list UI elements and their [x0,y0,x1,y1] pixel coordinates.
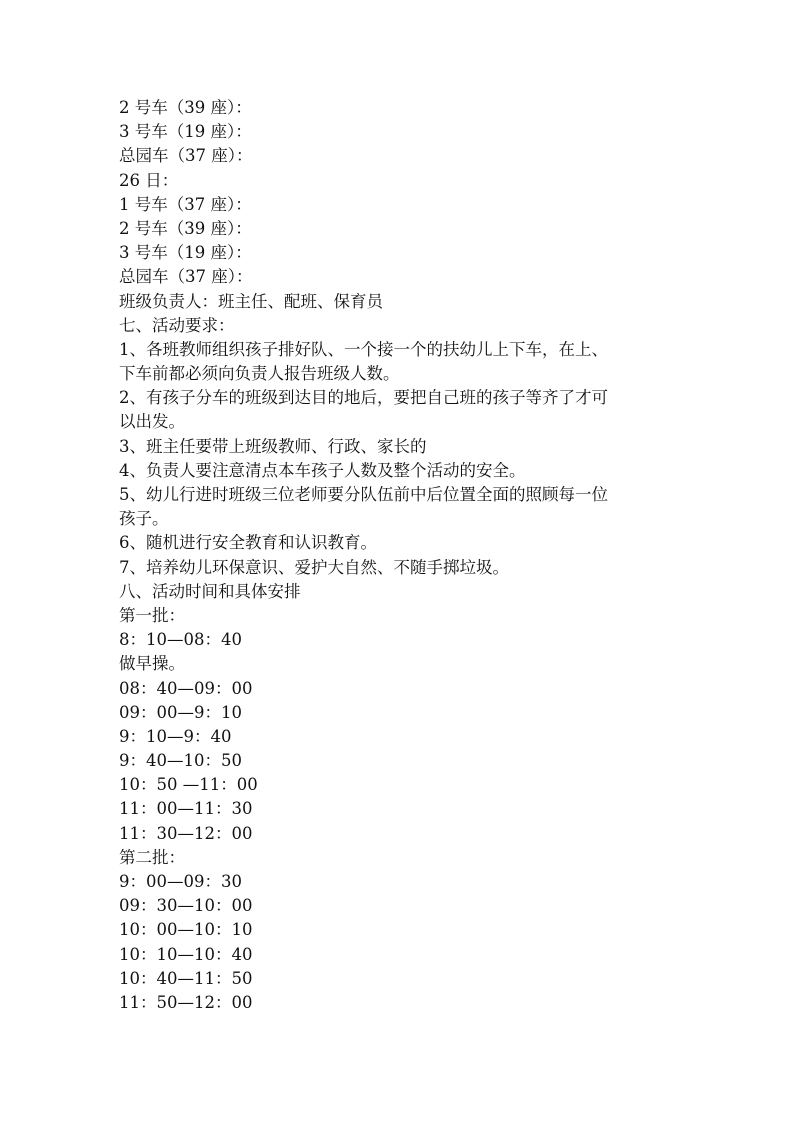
text-line: 第二批： [119,847,185,867]
text-line: 11：30—12：00 [119,823,253,843]
text-line: 10：40—11：50 [119,968,253,988]
text-line: 11：50—12：00 [119,992,253,1012]
text-line: 2、有孩子分车的班级到达目的地后，要把自己班的孩子等齐了才可 [119,388,608,408]
text-line: 9：00—09：30 [119,872,242,891]
text-line: 09：00—9：10 [119,702,242,722]
text-line: 以出发。 [119,412,185,432]
text-line: 3 号车（19 座）： [119,122,252,142]
text-line: 3、班主任要带上班级教师、行政、家长的 [119,436,427,456]
text-line: 10：50 —11：00 [119,775,258,795]
text-line: 2 号车（39 座）： [119,218,252,238]
section-heading: 七、活动要求： [119,315,235,335]
text-line: 总园车（37 座）： [119,267,253,287]
text-line: 孩子。 [119,509,169,529]
text-line: 总园车（37 座）： [119,146,253,166]
text-line: 班级负责人：班主任、配班、保育员 [119,291,383,311]
text-line: 5、幼儿行进时班级三位老师要分队伍前中后位置全面的照顾每一位 [119,485,608,504]
text-line: 4、负责人要注意清点本车孩子人数及整个活动的安全。 [119,460,526,480]
text-line: 7、培养幼儿环保意识、爱护大自然、不随手掷垃圾。 [119,557,509,577]
text-line: 3 号车（19 座）： [119,243,252,263]
text-line: 09：30—10：00 [119,896,253,916]
text-line: 6、随机进行安全教育和认识教育。 [119,533,377,553]
document-body [119,96,689,1015]
text-line: 做早操。 [119,654,185,674]
text-line: 9：10—9：40 [119,726,232,746]
text-line: 9：40—10：50 [119,751,242,771]
section-heading: 八、活动时间和具体安排 [119,581,301,601]
text-line: 1、各班教师组织孩子排好队、一个接一个的扶幼儿上下车，在上、 [119,339,608,359]
text-line: 下车前都必须向负责人报告班级人数。 [119,364,400,384]
text-line: 第一批： [119,605,185,625]
text-line: 08：40—09：00 [119,678,253,698]
text-line: 26 日： [119,170,179,190]
text-line: 8：10—08：40 [119,630,242,650]
text-line: 11：00—11：30 [119,799,253,819]
text-line: 10：10—10：40 [119,944,253,964]
text-line: 10：00—10：10 [119,920,253,940]
text-line: 1 号车（37 座）： [119,194,252,214]
text-line: 2 号车（39 座）： [119,98,252,117]
